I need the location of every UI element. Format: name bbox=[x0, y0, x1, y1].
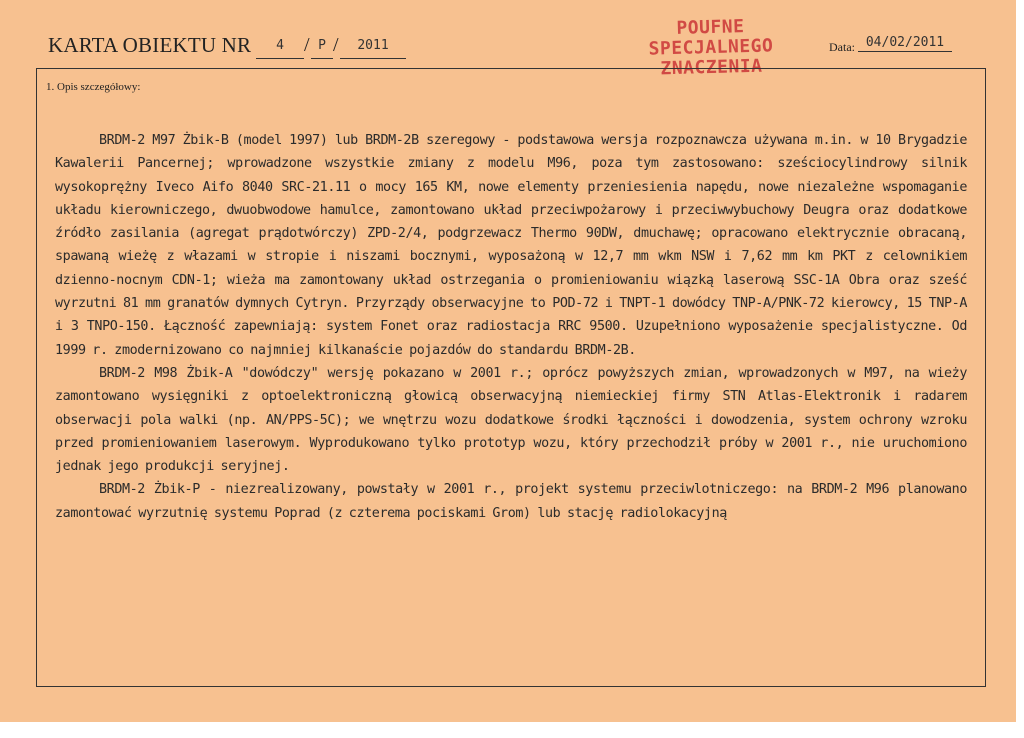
date-field: 04/02/2011 bbox=[858, 34, 952, 52]
section-heading: 1. Opis szczegółowy: bbox=[46, 81, 141, 93]
stamp-line: POUFNE bbox=[676, 16, 745, 39]
card-title: KARTA OBIEKTU NR bbox=[48, 33, 252, 57]
card-number-field: 4 bbox=[256, 36, 304, 59]
card-category-field: P bbox=[311, 36, 333, 59]
description-paragraph: BRDM-2 M97 Żbik-B (model 1997) lub BRDM-2B szeregowy - podstawowa wersja rozpoznawcza używana m.in. w 10 Brygadzie Kawalerii Pancernej; wprowadzone wszystkie zmiany z modelu M96, poza tym zastosowano: sześciocylindrowy silnik wysokoprężny Iveco Aifo 8040 SRC-21.11 o mocy 165 KM, nowe elementy przeniesienia napędu, nowe niezależne wspomaganie układu kierowniczego, dwuobwodowe hamulce, zamontowano układ przeciwpożarowy i przeciwwybuchowy Deugra oraz dodatkowe źródło zasilania (agregat prądotwórczy) ZPD-2/4, podgrzewacz Thermo 90DW, dmuchawę; opracowano elektrycznie obracaną, spawaną wieżę z włazami w stropie i niszami bocznymi, wyposażoną w 12,7 mm wkm NSW i 7,62 mm km PKT z celownikiem dzienno-nocnym CDN-1; wieża ma zamontowany układ ostrzegania o promieniowaniu wiązką laserową SSC-1A Obra oraz sześć wyrzutni 81 mm granatów dymnych Cytryn. Przyrządy obserwacyjne to POD-72 i TNPT-1 dowódcy TNP-A/PNK-72 kierowcy, 15 TNP-A i 3 TNPO-150. Łączność zapewniają: system Fonet oraz radiostacja RRC 9500. Uzupełniono wyposażenie specjalistyczne. Od 1999 r. zmodernizowano co najmniej kilkanaście pojazdów do standardu BRDM-2B. bbox=[55, 133, 967, 358]
number-separator: / bbox=[304, 34, 310, 56]
stamp-line: ZNACZENIA bbox=[660, 55, 763, 80]
stamp-line: SPECJALNEGO bbox=[648, 35, 774, 60]
card-year-field: 2011 bbox=[340, 36, 406, 59]
description-paragraph: BRDM-2 Żbik-P - niezrealizowany, powstały w 2001 r., projekt systemu przeciwlotniczego: na BRDM-2 M96 planowano zamontować wyrzutnię systemu Poprad (z czterema pociskami Grom) lub stację radiolokacyjną bbox=[55, 482, 967, 521]
description-paragraph: BRDM-2 M98 Żbik-A "dowódczy" wersję pokazano w 2001 r.; oprócz powyższych zmian, wprowadzonych w M97, na wieży zamontowano wysięgniki z optoelektroniczną głowicą obserwacyjną niemieckiej firmy STN Atlas-Elektronik i radarem obserwacji pola walki (np. AN/PPS-5C); we wnętrzu wozu dodatkowe środki łączności i dowodzenia, system ochrony wzroku przed promieniowaniem laserowym. Wyprodukowano tylko prototyp wozu, który przechodził próby w 2001 r., nie uruchomiono jednak jego produkcji seryjnej. bbox=[55, 365, 967, 475]
description-text bbox=[55, 129, 967, 525]
date-label: Data: bbox=[829, 40, 855, 54]
description-box bbox=[36, 68, 986, 687]
number-separator: / bbox=[333, 34, 339, 56]
